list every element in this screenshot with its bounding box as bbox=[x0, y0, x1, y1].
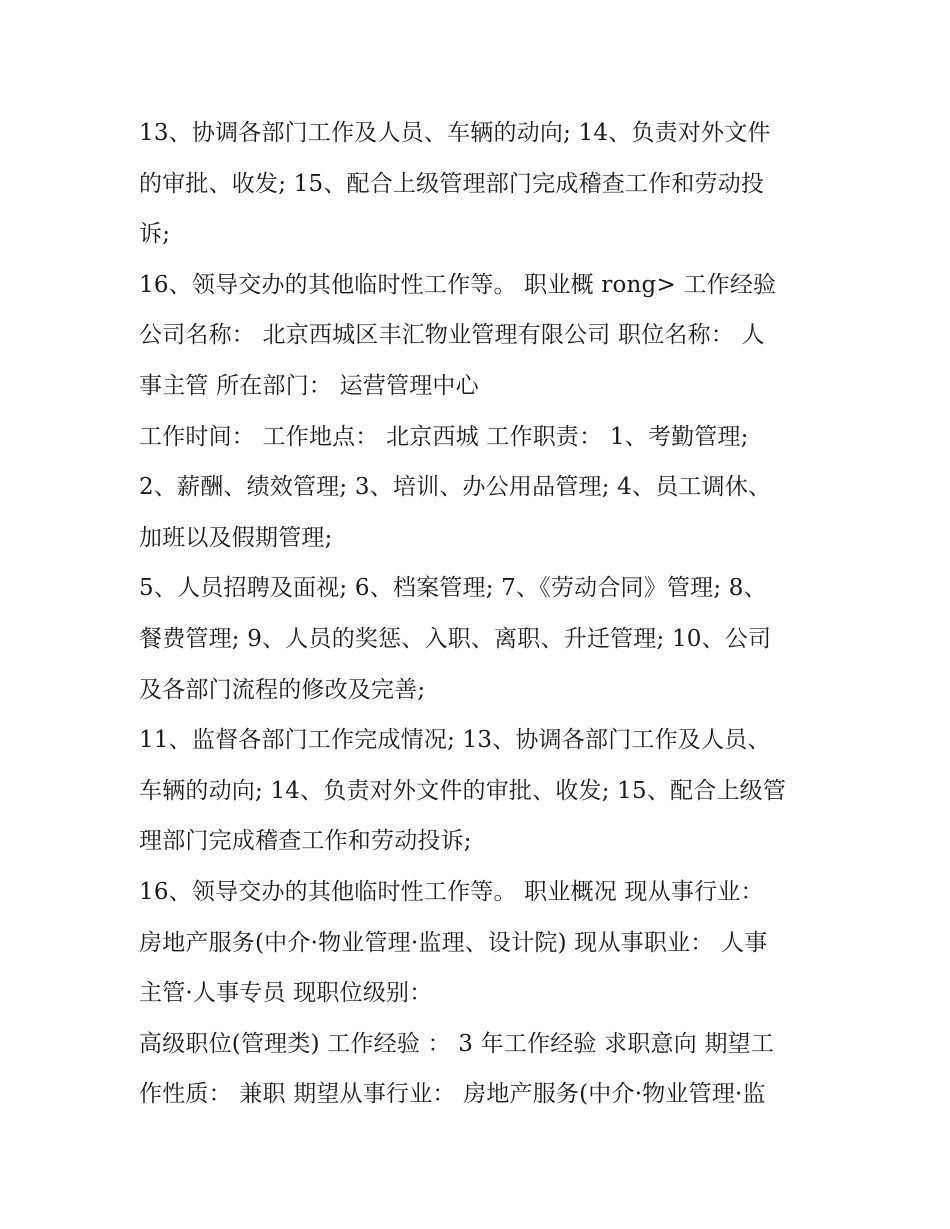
text-line: 16、领导交办的其他临时性工作等。 职业概况 现从事行业： bbox=[139, 878, 764, 905]
text-line: 餐费管理; 9、人员的奖惩、入职、离职、升迁管理; 10、公司 bbox=[139, 625, 772, 652]
text-line: 作性质： 兼职 期望从事行业： 房地产服务(中介·物业管理·监 bbox=[139, 1081, 766, 1108]
text-line: 公司名称： 北京西城区丰汇物业管理有限公司 职位名称： 人 bbox=[139, 322, 765, 349]
text-line: 高级职位(管理类) 工作经验 ： 3 年工作经验 求职意向 期望工 bbox=[139, 1030, 775, 1057]
text-line: 11、监督各部门工作完成情况; 13、协调各部门工作及人员、 bbox=[139, 727, 771, 754]
text-line: 2、薪酬、绩效管理; 3、培训、办公用品管理; 4、员工调休、 bbox=[139, 474, 772, 501]
text-line: 车辆的动向; 14、负责对外文件的审批、收发; 15、配合上级管 bbox=[139, 777, 787, 804]
text-line: 诉; bbox=[139, 221, 171, 248]
text-line: 16、领导交办的其他临时性工作等。 职业概 rong> 工作经验 bbox=[139, 271, 777, 298]
text-line: 加班以及假期管理; bbox=[139, 524, 333, 551]
text-line: 的审批、收发; 15、配合上级管理部门完成稽查工作和劳动投 bbox=[139, 170, 765, 197]
document-body bbox=[139, 108, 819, 1120]
text-line: 事主管 所在部门： 运营管理中心 bbox=[139, 372, 479, 399]
text-line: 主管·人事专员 现职位级别： bbox=[139, 980, 433, 1007]
text-line: 13、协调各部门工作及人员、车辆的动向; 14、负责对外文件 bbox=[139, 120, 771, 146]
text-line: 5、人员招聘及面视; 6、档案管理; 7、《劳动合同》管理; 8、 bbox=[139, 575, 767, 602]
text-line: 及各部门流程的修改及完善; bbox=[139, 676, 426, 703]
text-line: 工作时间： 工作地点： 北京西城 工作职责： 1、考勤管理; bbox=[139, 423, 749, 450]
text-line: 房地产服务(中介·物业管理·监理、设计院) 现从事职业： 人事 bbox=[139, 929, 768, 956]
text-line: 理部门完成稽查工作和劳动投诉; bbox=[139, 828, 472, 855]
